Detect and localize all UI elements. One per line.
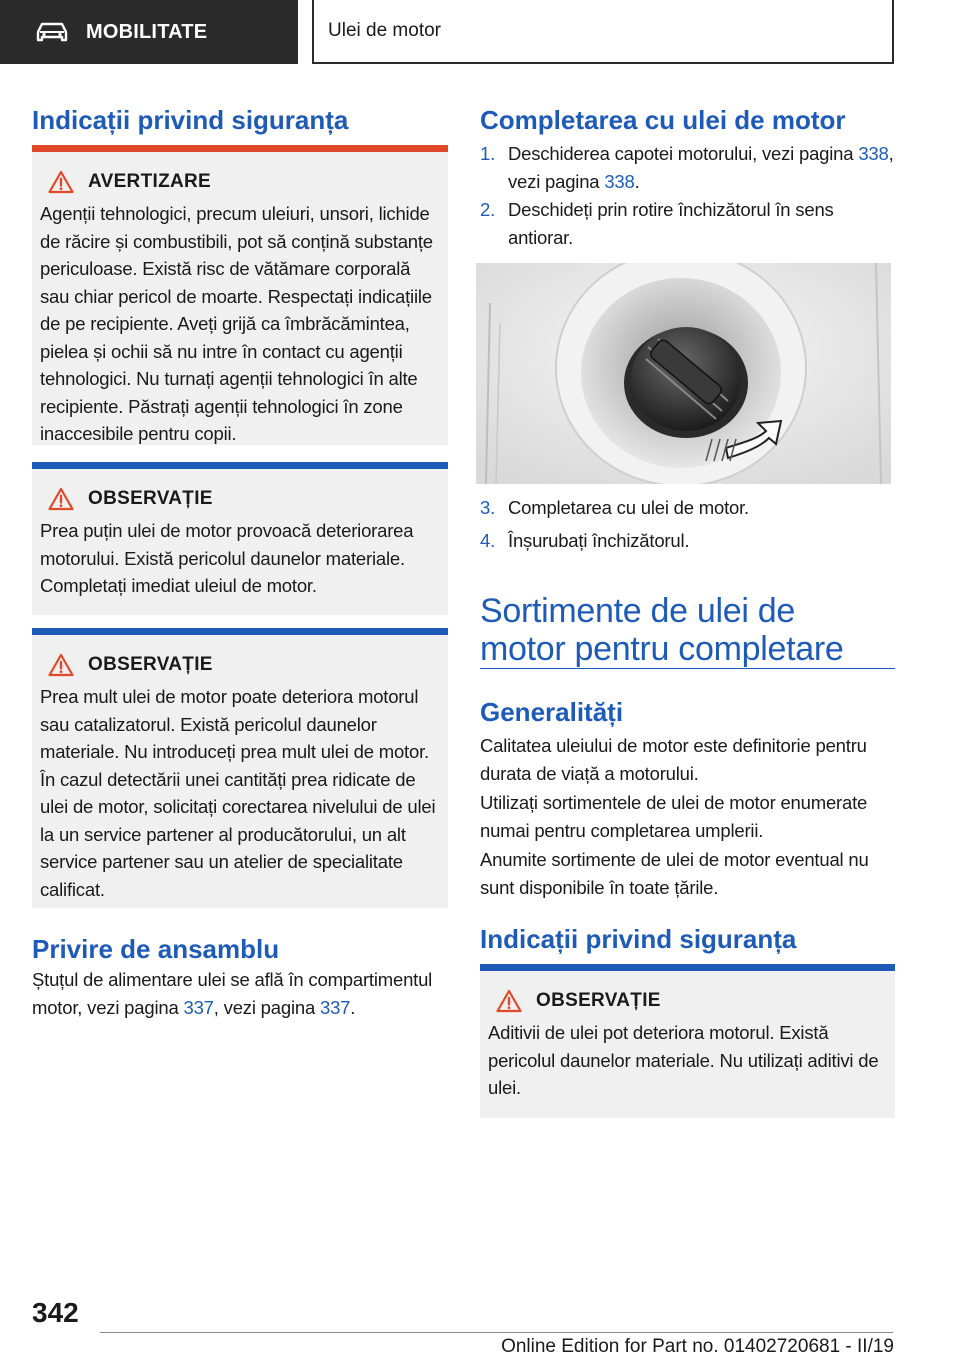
oil-filler-cap-photo	[476, 263, 891, 484]
warning-triangle-icon	[496, 989, 522, 1013]
header-tab-label: MOBILITATE	[86, 20, 208, 43]
notice-3-body: Aditivii de ulei pot deteriora motorul. Există pericolul daunelor materiale. Nu utilizați aditivi de ulei.	[488, 1022, 879, 1098]
step-number: 4.	[480, 530, 496, 551]
header-tab	[0, 0, 298, 64]
right-safety-heading: Indicații privind siguranța	[480, 924, 797, 954]
overview-paragraph: Ștuțul de alimentare ulei se află în compartimentul motor, vezi pagina 337, vezi pagina 337.	[32, 969, 433, 1018]
warning-triangle-icon	[48, 170, 74, 194]
heading-rule	[480, 668, 895, 669]
grades-heading: Sortimente de ulei de motor pentru completare	[480, 592, 844, 668]
overview-heading: Privire de ansamblu	[32, 934, 280, 964]
fill-heading: Completarea cu ulei de motor	[480, 105, 846, 135]
page-number: 342	[32, 1297, 79, 1328]
section-title: Ulei de motor	[328, 20, 441, 41]
step-text: Completarea cu ulei de motor.	[508, 497, 749, 518]
step-text: Înșurubați închizătorul.	[508, 530, 690, 551]
notice-box-3	[480, 964, 895, 1118]
left-safety-heading: Indicații privind siguranța	[32, 105, 349, 135]
warning-title: AVERTIZARE	[88, 171, 211, 192]
general-heading: Generalități	[480, 697, 624, 727]
page-link[interactable]: 337	[183, 996, 214, 1018]
notice-box-1	[32, 462, 448, 615]
step-4	[480, 527, 895, 555]
step-text: Deschiderea capotei motorului, vezi pagina 338, vezi pagina 338.	[508, 143, 894, 192]
step-number: 1.	[480, 143, 496, 164]
notice-2-title: OBSERVAȚIE	[88, 654, 213, 675]
step-3	[480, 494, 895, 522]
footer-edition: Online Edition for Part no. 01402720681 - II/19	[501, 1336, 894, 1357]
notice-box-2	[32, 628, 448, 908]
general-paragraph-1: Calitatea uleiului de motor este definitorie pentru durata de viață a motorului.	[480, 735, 867, 784]
notice-1-body: Prea puțin ulei de motor provoacă deteriorarea motorului. Există pericolul daunelor materiale. Completați imediat uleiul de motor.	[40, 520, 414, 596]
car-icon	[34, 20, 70, 44]
notice-2-body: Prea mult ulei de motor poate deteriora motorul sau catalizatorul. Există pericolul daunelor materiale. Nu introduceți prea mult ulei de motor. În cazul detectării unei cantități prea ridicate de ulei de motor, solicitați corectarea nivelului de ulei la un service partener al producătorului, un alt service partener sau un atelier de specialitate calificat.	[40, 686, 436, 900]
warning-body: Agenții tehnologici, precum uleiuri, unsori, lichide de răcire și combustibili, pot să conțină substanțe periculoase. Există risc de vătămare corporală sau chiar pericol de moarte. Respectați indicațiile de pe recipiente. Aveți grijă ca îmbrăcămintea, pielea și ochii să nu intre în contact cu agenții tehnologici. Nu turnați agenții tehnologici în alte recipiente. Păstrați agenții tehnologici în zone inaccesibile pentru copii.	[40, 203, 433, 444]
step-number: 3.	[480, 497, 496, 518]
warning-box	[32, 145, 448, 445]
footer-divider	[100, 1332, 893, 1333]
page-link[interactable]: 338	[604, 170, 635, 192]
warning-triangle-icon	[48, 653, 74, 677]
page-link[interactable]: 337	[319, 996, 351, 1018]
step-text: Deschideți prin rotire închizătorul în sens antiorar.	[508, 199, 834, 248]
step-1	[480, 140, 895, 195]
notice-1-title: OBSERVAȚIE	[88, 488, 213, 509]
header-section	[312, 0, 894, 64]
notice-3-title: OBSERVAȚIE	[536, 990, 661, 1011]
step-number: 2.	[480, 199, 496, 220]
page-link[interactable]: 338	[858, 143, 889, 164]
step-2	[480, 196, 895, 251]
general-paragraph-3: Anumite sortimente de ulei de motor eventual nu sunt disponibile în toate țările.	[480, 849, 869, 898]
general-paragraph-2: Utilizați sortimentele de ulei de motor enumerate numai pentru completarea umplerii.	[480, 792, 868, 841]
warning-triangle-icon	[48, 487, 74, 511]
